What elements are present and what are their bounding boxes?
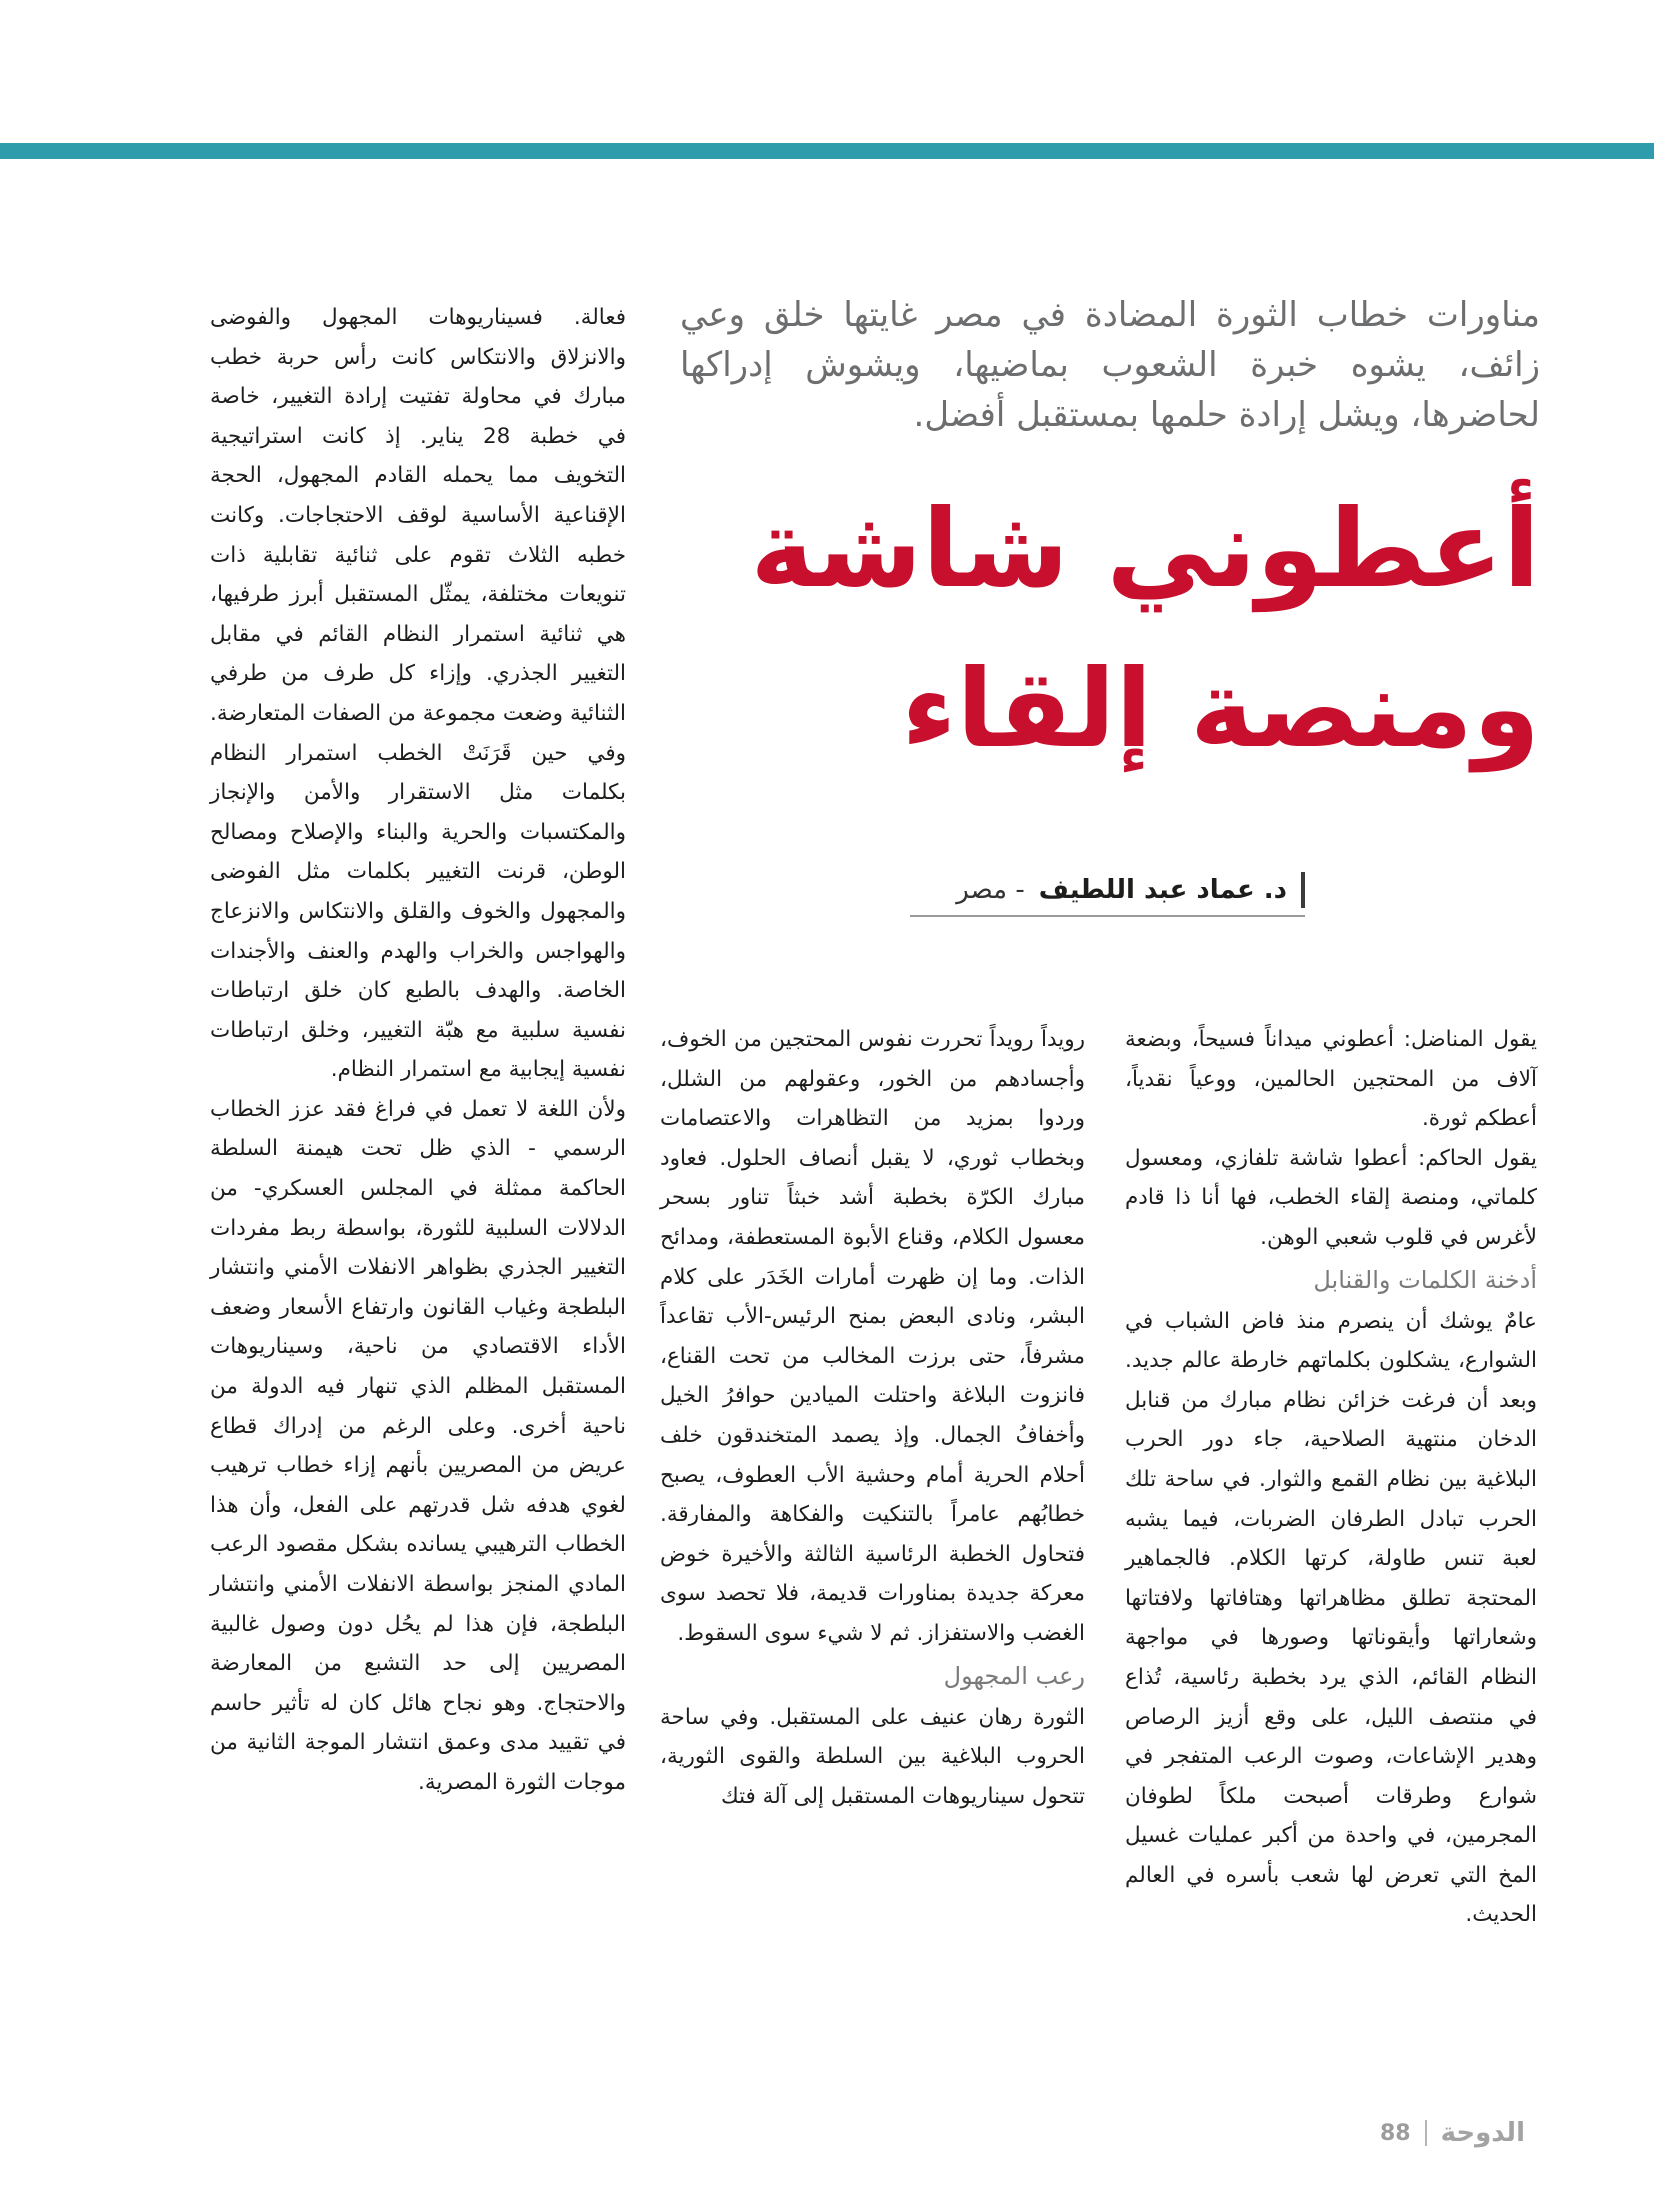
footer-divider [1425,2120,1427,2146]
column-left [210,298,626,1803]
column-middle [660,1020,1085,1816]
section-subheading: رعب المجهول [943,1661,1085,1690]
paragraph: يقول المناضل: أعطوني ميداناً فسيحاً، وبضعة آلاف من المحتجين الحالمين، ووعياً نقدياً، أعطكم ثورة. [1125,1027,1537,1132]
title-line-1: أعطوني شاشة [750,487,1540,612]
byline [910,872,1305,908]
page-footer [1380,2118,1525,2148]
top-accent-bar [0,143,1654,159]
article-title [700,470,1540,790]
paragraph: رويداً رويداً تحررت نفوس المحتجين من الخوف، وأجسادهم من الخور، وعقولهم من الشلل، وردوا بمزيد من التظاهرات والاعتصامات وبخطاب ثوري، لا يقبل أنصاف الحلول. فعاود مبارك الكرّة بخطبة أشد خبثاً تناور بسحر معسول الكلام، وقناع الأبوة المستعطفة، ومدائح الذات. وما إن ظهرت أمارات الخَدَر على كلام البشر، ونادى البعض بمنح الرئيس-الأب تقاعداً مشرفاً، حتى برزت المخالب من تحت القناع، فانزوت البلاغة واحتلت الميادين حوافرُ الخيل وأخفافُ الجمال. وإذ يصمد المتخندقون خلف أحلام الحرية أمام وحشية الأب العطوف، يصبح خطابُهم عامراً بالتنكيت والفكاهة والمفارقة. فتحاول الخطبة الرئاسية الثالثة والأخيرة خوض معركة جديدة بمناورات قديمة، فلا تحصد سوى الغضب والاستفزاز. ثم لا شيء سوى السقوط. [660,1027,1085,1646]
section-subheading: أدخنة الكلمات والقنابل [1313,1265,1537,1294]
byline-underline [910,915,1305,917]
byline-marker [1301,872,1305,908]
paragraph: فعالة. فسيناريوهات المجهول والفوضى والانزلاق والانتكاس كانت رأس حربة خطب مبارك في محاولة تفتيت إرادة التغيير، خاصة في خطبة 28 يناير. إذ كانت استراتيجية التخويف مما يحمله القادم المجهول، الحجة الإقناعية الأساسية لوقف الاحتجاجات. وكانت خطبه الثلاث تقوم على ثنائية تقابلية ذات تنويعات مختلفة، يمثّل المستقبل أبرز طرفيها، هي ثنائية استمرار النظام القائم في مقابل التغيير الجذري. وإزاء كل طرف من طرفي الثنائية وضعت مجموعة من الصفات المتعارضة. وفي حين قَرَنَتْ الخطب استمرار النظام بكلمات مثل الاستقرار والأمن والإنجاز والمكتسبات والحرية والبناء والإصلاح ومصالح الوطن، قرنت التغيير بكلمات مثل الفوضى والمجهول والخوف والقلق والانتكاس والانزعاج والهواجس والخراب والهدم والعنف والأجندات الخاصة. والهدف بالطبع كان خلق ارتباطات نفسية سلبية مع هبّة التغيير، وخلق ارتباطات نفسية إيجابية مع استمرار النظام. [210,305,626,1083]
magazine-logo: الدوحة [1440,2118,1525,2148]
author-country: - مصر [956,875,1025,905]
article-lede: مناورات خطاب الثورة المضادة في مصر غايتها خلق وعي زائف، يشوه خبرة الشعوب بماضيها، ويشوش إدراكها لحاضرها، ويشل إرادة حلمها بمستقبل أفضل. [680,295,1540,435]
paragraph: ولأن اللغة لا تعمل في فراغ فقد عزز الخطاب الرسمي - الذي ظل تحت هيمنة السلطة الحاكمة ممثلة في المجلس العسكري- من الدلالات السلبية للثورة، بواسطة ربط مفردات التغيير الجذري بظواهر الانفلات الأمني وانتشار البلطجة وغياب القانون وارتفاع الأسعار وضعف الأداء الاقتصادي من ناحية، وسيناريوهات المستقبل المظلم الذي تنهار فيه الدولة من ناحية أخرى. وعلى الرغم من إدراك قطاع عريض من المصريين بأنهم إزاء خطاب ترهيب لغوي هدفه شل قدرتهم على الفعل، وأن هذا الخطاب الترهيبي يسانده بشكل مقصود الرعب المادي المنجز بواسطة الانفلات الأمني وانتشار البلطجة، فإن هذا لم يحُل دون وصول غالبية المصريين إلى حد التشبع من المعارضة والاحتجاج. وهو نجاح هائل كان له تأثير حاسم في تقييد مدى وعمق انتشار الموجة الثانية من موجات الثورة المصرية. [210,1096,626,1795]
paragraph: يقول الحاكم: أعطوا شاشة تلفازي، ومعسول كلماتي، ومنصة إلقاء الخطب، فها أنا ذا قادم لأغرس في قلوب شعبي الوهن. [1125,1145,1537,1250]
author-name: د. عماد عبد اللطيف [1038,875,1287,905]
column-right [1125,1020,1537,1935]
title-line-2: ومنصة إلقاء [901,647,1540,772]
paragraph: الثورة رهان عنيف على المستقبل. وفي ساحة الحروب البلاغية بين السلطة والقوى الثورية، تتحول سيناريوهات المستقبل إلى آلة فتك [660,1704,1085,1809]
paragraph: عامٌ يوشك أن ينصرم منذ فاض الشباب في الشوارع، يشكلون بكلماتهم خارطة عالم جديد. وبعد أن فرغت خزائن نظام مبارك من قنابل الدخان منتهية الصلاحية، جاء دور الحرب البلاغية بين نظام القمع والثوار. في ساحة تلك الحرب تبادل الطرفان الضربات، فيما يشبه لعبة تنس طاولة، كرتها الكلام. فالجماهير المحتجة تطلق مظاهراتها وهتافاتها ولافتاتها وشعاراتها وأيقوناتها وصورها في مواجهة النظام القائم، الذي يرد بخطبة رئاسية، تُذاع في منتصف الليل، على وقع أزيز الرصاص وهدير الإشاعات، وصوت الرعب المتفجر في شوارع وطرقات أصبحت ملكاً لطوفان المجرمين، في واحدة من أكبر عمليات غسيل المخ التي تعرض لها شعب بأسره في العالم الحديث. [1125,1308,1537,1928]
page-number: 88 [1380,2120,1411,2146]
